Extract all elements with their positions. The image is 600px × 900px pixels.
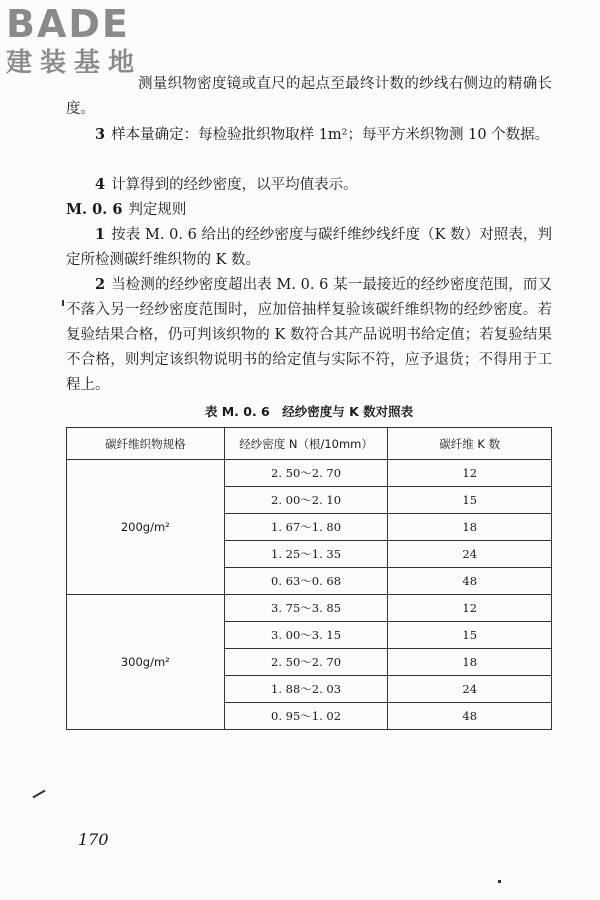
item-number: 3 — [95, 126, 106, 143]
paragraph-text: 当检测的经纱密度超出表 M. 0. 6 某一最接近的经纱密度范围，而又不落入另一经纱密度范围时，应加倍抽样复验该碳纤维织物的经纱密度。若复验结果合格，仍可判该织物的 K 数符合其产品说明书给定值；若复验结果不合格，则判定该织物说明书的给定值与实际不符，应予退货；不得用于工程上。 — [66, 277, 552, 393]
k-cell: 24 — [388, 541, 552, 568]
k-cell: 12 — [388, 460, 552, 487]
scan-mark — [62, 300, 64, 306]
density-cell: 0. 63～0. 68 — [224, 568, 388, 595]
table-title: 表 M. 0. 6 经纱密度与 K 数对照表 — [204, 404, 414, 419]
k-cell: 15 — [388, 622, 552, 649]
k-cell: 24 — [388, 676, 552, 703]
header-k: 碳纤维 K 数 — [388, 428, 552, 460]
paragraph-text: 样本量确定：每检验批织物取样 1m²；每平方米织物测 10 个数据。 — [111, 127, 550, 143]
header-spec: 碳纤维织物规格 — [67, 428, 225, 460]
section-number: M. 0. 6 — [66, 201, 123, 218]
scan-mark — [32, 790, 45, 799]
density-cell: 2. 50～2. 70 — [224, 649, 388, 676]
density-cell: 0. 95～1. 02 — [224, 703, 388, 730]
logo-brand: BADE — [6, 2, 130, 46]
paragraph-text: 计算得到的经纱密度，以平均值表示。 — [111, 177, 358, 193]
scan-mark — [498, 880, 501, 883]
item-number: 2 — [95, 276, 106, 293]
table-header-row — [67, 428, 552, 460]
logo-subtitle: 建装基地 — [6, 48, 143, 78]
paragraph-rule-1 — [66, 222, 552, 273]
page-number: 170 — [78, 830, 109, 849]
density-cell: 3. 75～3. 85 — [224, 595, 388, 622]
k-cell: 18 — [388, 514, 552, 541]
watermark-logo — [6, 4, 206, 78]
density-cell: 1. 67～1. 80 — [224, 514, 388, 541]
density-cell: 3. 00～3. 15 — [224, 622, 388, 649]
paragraph-text: 测量织物密度镜或直尺的起点至最终计数的纱线右侧边的精确长度。 — [66, 76, 552, 117]
density-cell: 1. 88～2. 03 — [224, 676, 388, 703]
table-row — [67, 595, 552, 622]
header-density: 经纱密度 N（根/10mm） — [224, 428, 388, 460]
paragraph-measure — [66, 72, 552, 122]
section-heading — [66, 197, 552, 223]
k-cell: 12 — [388, 595, 552, 622]
paragraph-rule-2 — [66, 272, 552, 398]
k-cell: 48 — [388, 568, 552, 595]
section-title: 判定规则 — [128, 202, 187, 218]
density-k-table — [66, 427, 552, 730]
density-cell: 1. 25～1. 35 — [224, 541, 388, 568]
k-cell: 18 — [388, 649, 552, 676]
paragraph-text: 按表 M. 0. 6 给出的经纱密度与碳纤维纱线纤度（K 数）对照表，判定所检测碳纤维织物的 K 数。 — [66, 227, 552, 268]
k-cell: 48 — [388, 703, 552, 730]
paragraph-4 — [66, 172, 552, 198]
item-number: 1 — [95, 226, 106, 243]
item-number: 4 — [95, 176, 106, 193]
density-cell: 2. 00～2. 10 — [224, 487, 388, 514]
paragraph-3 — [66, 122, 552, 148]
k-cell: 15 — [388, 487, 552, 514]
table-row — [67, 460, 552, 487]
spec-cell: 200g/m² — [67, 460, 225, 595]
spec-cell: 300g/m² — [67, 595, 225, 730]
density-cell: 2. 50～2. 70 — [224, 460, 388, 487]
